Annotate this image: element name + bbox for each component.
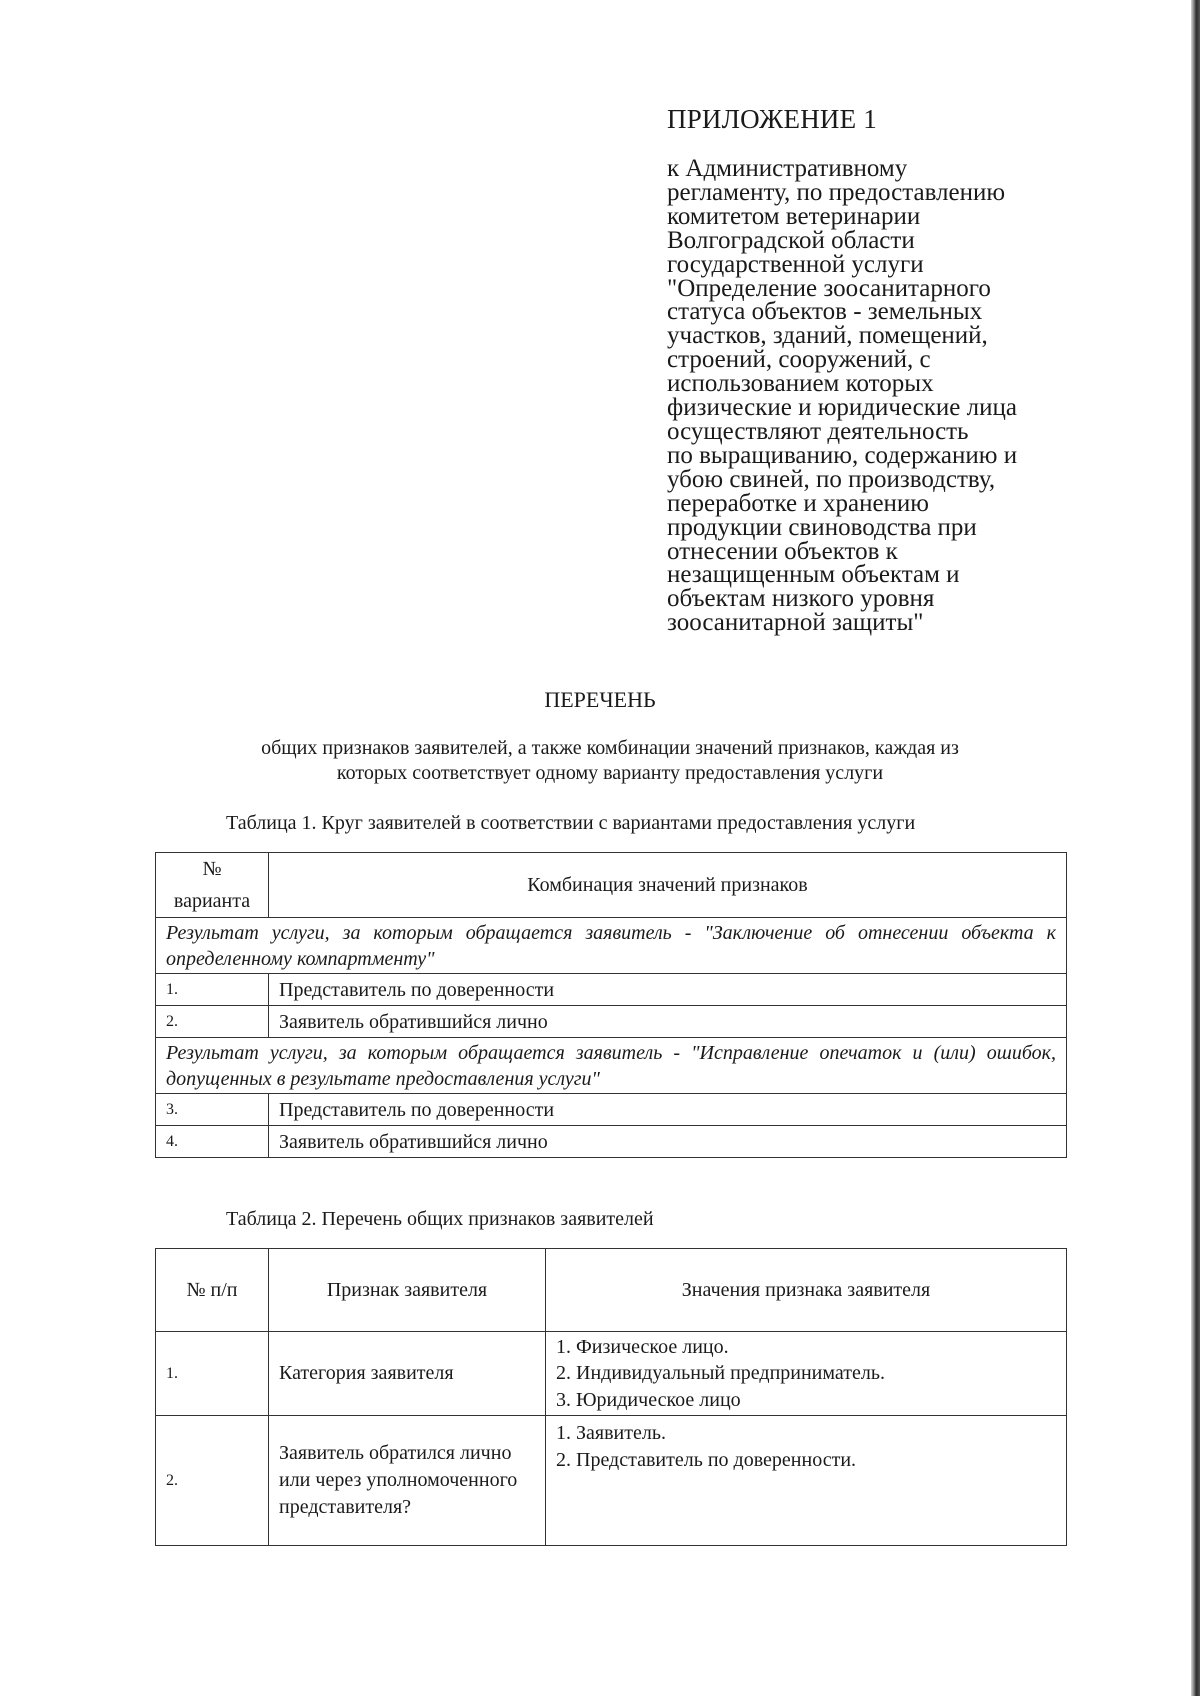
table-row [156, 1126, 1067, 1158]
appendix-block [667, 103, 1077, 635]
table1-row-num: 1. [156, 974, 269, 1006]
table1 [155, 852, 1067, 1158]
table-row [156, 1332, 1067, 1416]
table1-caption: Таблица 1. Круг заявителей в соответствии с вариантами предоставления услуги [226, 812, 916, 834]
appendix-title: ПРИЛОЖЕНИЕ 1 [667, 104, 877, 134]
table1-row-text: Представитель по доверенности [269, 1094, 1067, 1126]
table1-row-num: 3. [156, 1094, 269, 1126]
table1-group1: Результат услуги, за которым обращается заявитель - "Заключение об отнесении объекта к определенному компартменту" [156, 918, 1067, 974]
table1-row-num: 4. [156, 1126, 269, 1158]
table1-row-text: Представитель по доверенности [269, 974, 1067, 1006]
table1-row-text: Заявитель обратившийся лично [269, 1006, 1067, 1038]
table2-row-attr: Категория заявителя [269, 1332, 546, 1416]
table2-row-values: 1. Физическое лицо. 2. Индивидуальный предприниматель. 3. Юридическое лицо [546, 1332, 1067, 1416]
table1-group2: Результат услуги, за которым обращается заявитель - "Исправление опечаток и (или) ошибок, допущенных в результате предоставления услуги" [156, 1038, 1067, 1094]
scan-edge [1191, 0, 1200, 1696]
table1-header-num [156, 853, 269, 918]
table1-row-num: 2. [156, 1006, 269, 1038]
list-title: ПЕРЕЧЕНЬ [544, 687, 656, 712]
table2-header-num: № п/п [156, 1249, 269, 1332]
table2-header-row [156, 1249, 1067, 1332]
list-subtitle: общих признаков заявителей, а также комбинации значений признаков, каждая из которых соответствует одному варианту предоставления услуги [261, 737, 959, 784]
table2-row-values: 1. Заявитель. 2. Представитель по доверенности. [546, 1416, 1067, 1546]
table1-group-row [156, 918, 1067, 974]
table1-header-row [156, 853, 1067, 918]
table2-row-attr: Заявитель обратился лично или через уполномоченного представителя? [269, 1416, 546, 1546]
table1-group-row [156, 1038, 1067, 1094]
table2-header-values: Значения признака заявителя [546, 1249, 1067, 1332]
table2-row-num: 2. [156, 1416, 269, 1546]
table2-row-num: 1. [156, 1332, 269, 1416]
table1-header-comb: Комбинация значений признаков [269, 853, 1067, 918]
table-row [156, 1416, 1067, 1546]
table1-header-num-line1: № [202, 858, 222, 880]
table-row [156, 974, 1067, 1006]
table1-row-text: Заявитель обратившийся лично [269, 1126, 1067, 1158]
table-row [156, 1094, 1067, 1126]
table-row [156, 1006, 1067, 1038]
table2-caption: Таблица 2. Перечень общих признаков заявителей [226, 1208, 654, 1230]
table2 [155, 1248, 1067, 1546]
table1-header-num-line2: варианта [173, 890, 251, 912]
appendix-text: к Административному регламенту, по предоставлению комитетом ветеринарии Волгоградской области государственной услуги "Определение зоосанитарного статуса объектов - земельных участков, зданий, помещений, строений, сооружений, с использованием которых физические и юридические лица осуществляют деятельность по выращиванию, содержанию и убою свиней, по производству, переработке и хранению продукции свиноводства при отнесении объектов к незащищенным объектам и объектам низкого уровня зоосанитарной защиты" [667, 155, 1018, 637]
table2-header-attr: Признак заявителя [269, 1249, 546, 1332]
